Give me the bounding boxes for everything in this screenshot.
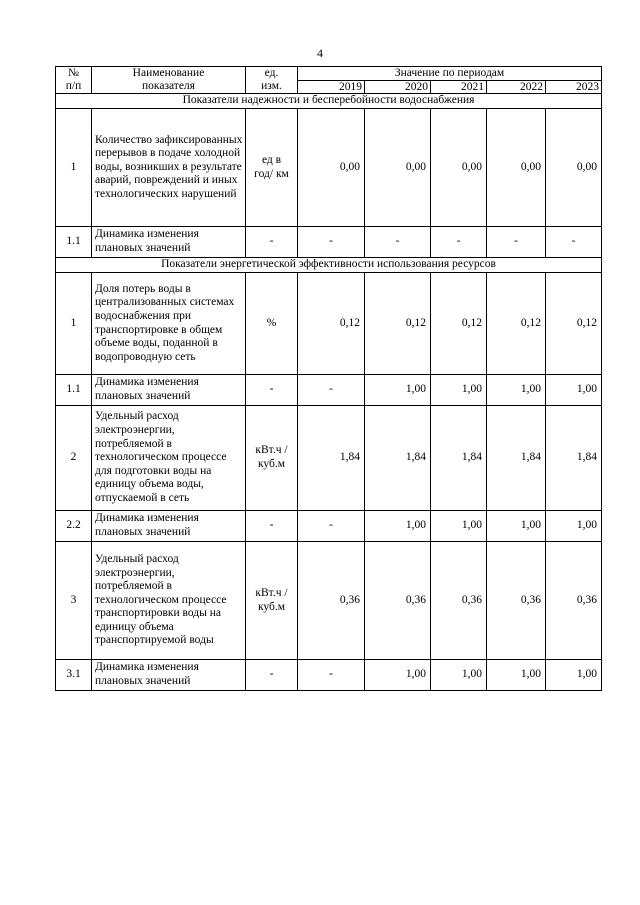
- header-name: [92, 67, 246, 94]
- row-value: 1,84: [365, 406, 431, 511]
- header-periods: Значение по периодам: [298, 67, 602, 81]
- row-value: 1,00: [431, 660, 487, 691]
- row-value: 0,36: [298, 542, 365, 660]
- row-value: 0,12: [487, 273, 546, 375]
- row-name: Удельный расход электроэнергии, потребляемой в технологическом процессе для подготовки воды на единицу объема воды, отпускаемой в сеть: [92, 406, 246, 511]
- row-value: 1,84: [546, 406, 602, 511]
- row-name: Динамика изменения плановых значений: [92, 375, 246, 406]
- row-unit: -: [246, 375, 298, 406]
- row-value: 0,00: [365, 109, 431, 227]
- row-num: 1.1: [56, 227, 92, 258]
- row-unit: -: [246, 511, 298, 542]
- row-num: 1: [56, 109, 92, 227]
- row-value: -: [298, 227, 365, 258]
- row-value: 1,84: [298, 406, 365, 511]
- row-value: 1,84: [487, 406, 546, 511]
- row-value: 1,00: [365, 511, 431, 542]
- header-year: 2022: [487, 80, 546, 94]
- row-value: 1,00: [546, 511, 602, 542]
- header-year: 2023: [546, 80, 602, 94]
- row-num: 3.1: [56, 660, 92, 691]
- table-row: [56, 511, 602, 542]
- row-name: Динамика изменения плановых значений: [92, 511, 246, 542]
- row-value: -: [298, 660, 365, 691]
- row-unit: -: [246, 227, 298, 258]
- row-num: 1: [56, 273, 92, 375]
- row-unit: кВт.ч / куб.м: [246, 542, 298, 660]
- row-value: -: [546, 227, 602, 258]
- header-num-label: № п/п: [65, 67, 82, 92]
- row-name: Динамика изменения плановых значений: [92, 227, 246, 258]
- table-row: [56, 542, 602, 660]
- row-value: -: [431, 227, 487, 258]
- row-value: 1,00: [431, 511, 487, 542]
- row-unit: кВт.ч / куб.м: [246, 406, 298, 511]
- row-value: 0,36: [431, 542, 487, 660]
- row-value: 1,00: [546, 660, 602, 691]
- row-num: 2: [56, 406, 92, 511]
- row-value: 0,12: [365, 273, 431, 375]
- table-row: [56, 273, 602, 375]
- row-value: 1,00: [487, 660, 546, 691]
- row-value: 0,36: [487, 542, 546, 660]
- table-row: [56, 406, 602, 511]
- row-value: -: [487, 227, 546, 258]
- row-unit: ед в год/ км: [246, 109, 298, 227]
- header-row: [56, 67, 602, 81]
- row-value: 1,00: [431, 375, 487, 406]
- table-row: [56, 660, 602, 691]
- row-num: 3: [56, 542, 92, 660]
- row-value: -: [298, 375, 365, 406]
- row-value: 0,00: [298, 109, 365, 227]
- row-value: 0,36: [546, 542, 602, 660]
- section-title: Показатели энергетической эффективности использования ресурсов: [56, 258, 602, 273]
- header-unit: [246, 67, 298, 94]
- row-name: Количество зафиксированных перерывов в подаче холодной воды, возникших в результате аварий, повреждений и иных технологических нарушений: [92, 109, 246, 227]
- row-value: 0,00: [487, 109, 546, 227]
- row-value: 1,84: [431, 406, 487, 511]
- table-row: [56, 109, 602, 227]
- row-value: 1,00: [487, 511, 546, 542]
- header-year: 2019: [298, 80, 365, 94]
- row-value: 1,00: [365, 375, 431, 406]
- row-name: Удельный расход электроэнергии, потребляемой в технологическом процессе транспортировки воды на единицу объема транспортируемой воды: [92, 542, 246, 660]
- row-name: Динамика изменения плановых значений: [92, 660, 246, 691]
- table-row: [56, 227, 602, 258]
- section-row: [56, 94, 602, 109]
- row-unit: -: [246, 660, 298, 691]
- row-value: 0,12: [431, 273, 487, 375]
- row-value: 1,00: [365, 660, 431, 691]
- row-value: -: [298, 511, 365, 542]
- page-number: 4: [317, 46, 323, 60]
- row-value: 0,00: [546, 109, 602, 227]
- row-value: 1,00: [487, 375, 546, 406]
- indicators-table: [55, 66, 602, 691]
- table-row: [56, 375, 602, 406]
- header-year: 2020: [365, 80, 431, 94]
- header-unit-label: ед. изм.: [261, 67, 282, 92]
- table-header: [56, 67, 602, 94]
- row-value: 0,36: [365, 542, 431, 660]
- row-value: -: [365, 227, 431, 258]
- header-name-label: Наименование показателя: [132, 67, 205, 92]
- row-value: 1,00: [546, 375, 602, 406]
- row-value: 0,12: [298, 273, 365, 375]
- section-row: [56, 258, 602, 273]
- section-title: Показатели надежности и бесперебойности водоснабжения: [56, 94, 602, 109]
- row-name: Доля потерь воды в централизованных системах водоснабжения при транспортировке в общем объеме воды, поданной в водопроводную сеть: [92, 273, 246, 375]
- row-value: 0,12: [546, 273, 602, 375]
- header-num: [56, 67, 92, 94]
- row-num: 2.2: [56, 511, 92, 542]
- row-num: 1.1: [56, 375, 92, 406]
- row-value: 0,00: [431, 109, 487, 227]
- table-body: [56, 94, 602, 691]
- row-unit: %: [246, 273, 298, 375]
- header-year: 2021: [431, 80, 487, 94]
